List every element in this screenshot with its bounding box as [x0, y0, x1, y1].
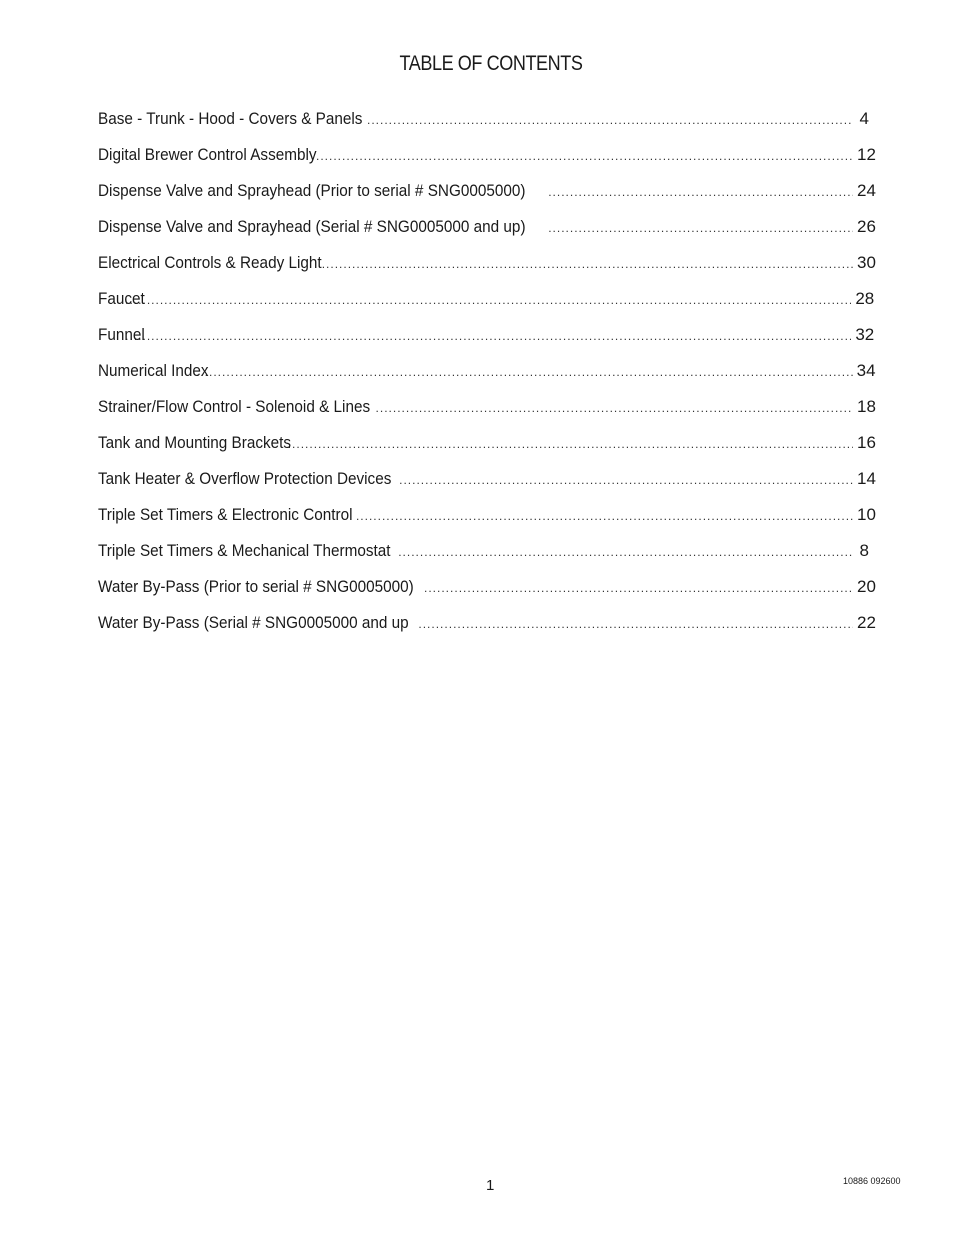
- toc-entry-label: Electrical Controls & Ready Light: [98, 253, 322, 272]
- toc-entry-label: Triple Set Timers & Mechanical Thermostat: [98, 541, 391, 560]
- toc-entry[interactable]: [98, 501, 876, 537]
- toc-entry[interactable]: [98, 213, 876, 249]
- toc-entry-page: 22: [857, 613, 876, 632]
- toc-dot-leader: [288, 430, 853, 458]
- toc-entry-label: Faucet: [98, 289, 145, 308]
- toc-entry[interactable]: [98, 357, 876, 393]
- toc-dot-leader: [548, 178, 853, 206]
- toc-dot-leader: [398, 538, 853, 566]
- table-of-contents: [98, 105, 876, 645]
- toc-entry-page: 18: [857, 397, 876, 416]
- toc-dot-leader: [548, 214, 853, 242]
- toc-entry[interactable]: [98, 537, 869, 573]
- toc-entry-page: 34: [856, 361, 876, 380]
- page-number: 1: [486, 1177, 495, 1194]
- toc-entry-label: Digital Brewer Control Assembly: [98, 145, 317, 164]
- toc-entry-label: Tank and Mounting Brackets: [98, 433, 292, 452]
- toc-entry-label: Tank Heater & Overflow Protection Devices: [98, 469, 392, 488]
- toc-entry-page: 8: [859, 541, 869, 560]
- toc-entry[interactable]: [98, 573, 876, 609]
- toc-entry-label: Water By-Pass (Prior to serial # SNG0005000): [98, 577, 414, 596]
- toc-entry[interactable]: [98, 285, 875, 321]
- toc-entry[interactable]: [98, 105, 869, 141]
- page-title: TABLE OF CONTENTS: [399, 52, 583, 75]
- toc-entry[interactable]: [98, 249, 876, 285]
- toc-entry-label: Water By-Pass (Serial # SNG0005000 and up: [98, 613, 409, 632]
- toc-entry-page: 16: [857, 433, 876, 452]
- toc-entry[interactable]: [98, 465, 876, 501]
- toc-dot-leader: [356, 502, 853, 530]
- toc-entry-page: 24: [857, 181, 876, 200]
- toc-entry-label: Funnel: [98, 325, 145, 344]
- toc-dot-leader: [196, 358, 853, 386]
- toc-entry[interactable]: [98, 393, 876, 429]
- document-code: 10886 092600: [843, 1176, 901, 1186]
- toc-entry-page: 30: [857, 253, 876, 272]
- toc-dot-leader: [399, 466, 853, 494]
- toc-entry-label: Dispense Valve and Sprayhead (Serial # SNG0005000 and up): [98, 217, 526, 236]
- toc-entry-page: 10: [857, 505, 876, 524]
- toc-dot-leader: [376, 394, 853, 422]
- toc-entry-label: Base - Trunk - Hood - Covers & Panels: [98, 109, 363, 128]
- toc-entry[interactable]: [98, 177, 876, 213]
- toc-dot-leader: [367, 106, 853, 134]
- toc-entry-page: 12: [857, 145, 876, 164]
- toc-entry-page: 28: [855, 289, 875, 308]
- toc-entry-page: 32: [855, 325, 875, 344]
- toc-dot-leader: [418, 610, 853, 638]
- toc-entry[interactable]: [98, 141, 876, 177]
- toc-entry-label: Triple Set Timers & Electronic Control: [98, 505, 353, 524]
- toc-dot-leader: [424, 574, 853, 602]
- toc-entry-label: Strainer/Flow Control - Solenoid & Lines: [98, 397, 371, 416]
- toc-entry-label: Dispense Valve and Sprayhead (Prior to serial # SNG0005000): [98, 181, 526, 200]
- toc-dot-leader: [125, 322, 851, 350]
- toc-entry-page: 4: [859, 109, 869, 128]
- toc-dot-leader: [322, 250, 853, 278]
- toc-dot-leader: [316, 142, 853, 170]
- toc-entry[interactable]: [98, 321, 875, 357]
- toc-entry-label: Numerical Index: [98, 361, 209, 380]
- toc-entry[interactable]: [98, 429, 876, 465]
- toc-entry-page: 26: [857, 217, 876, 236]
- toc-entry-page: 14: [857, 469, 876, 488]
- toc-entry-page: 20: [857, 577, 876, 596]
- toc-dot-leader: [125, 286, 851, 314]
- toc-entry[interactable]: [98, 609, 876, 645]
